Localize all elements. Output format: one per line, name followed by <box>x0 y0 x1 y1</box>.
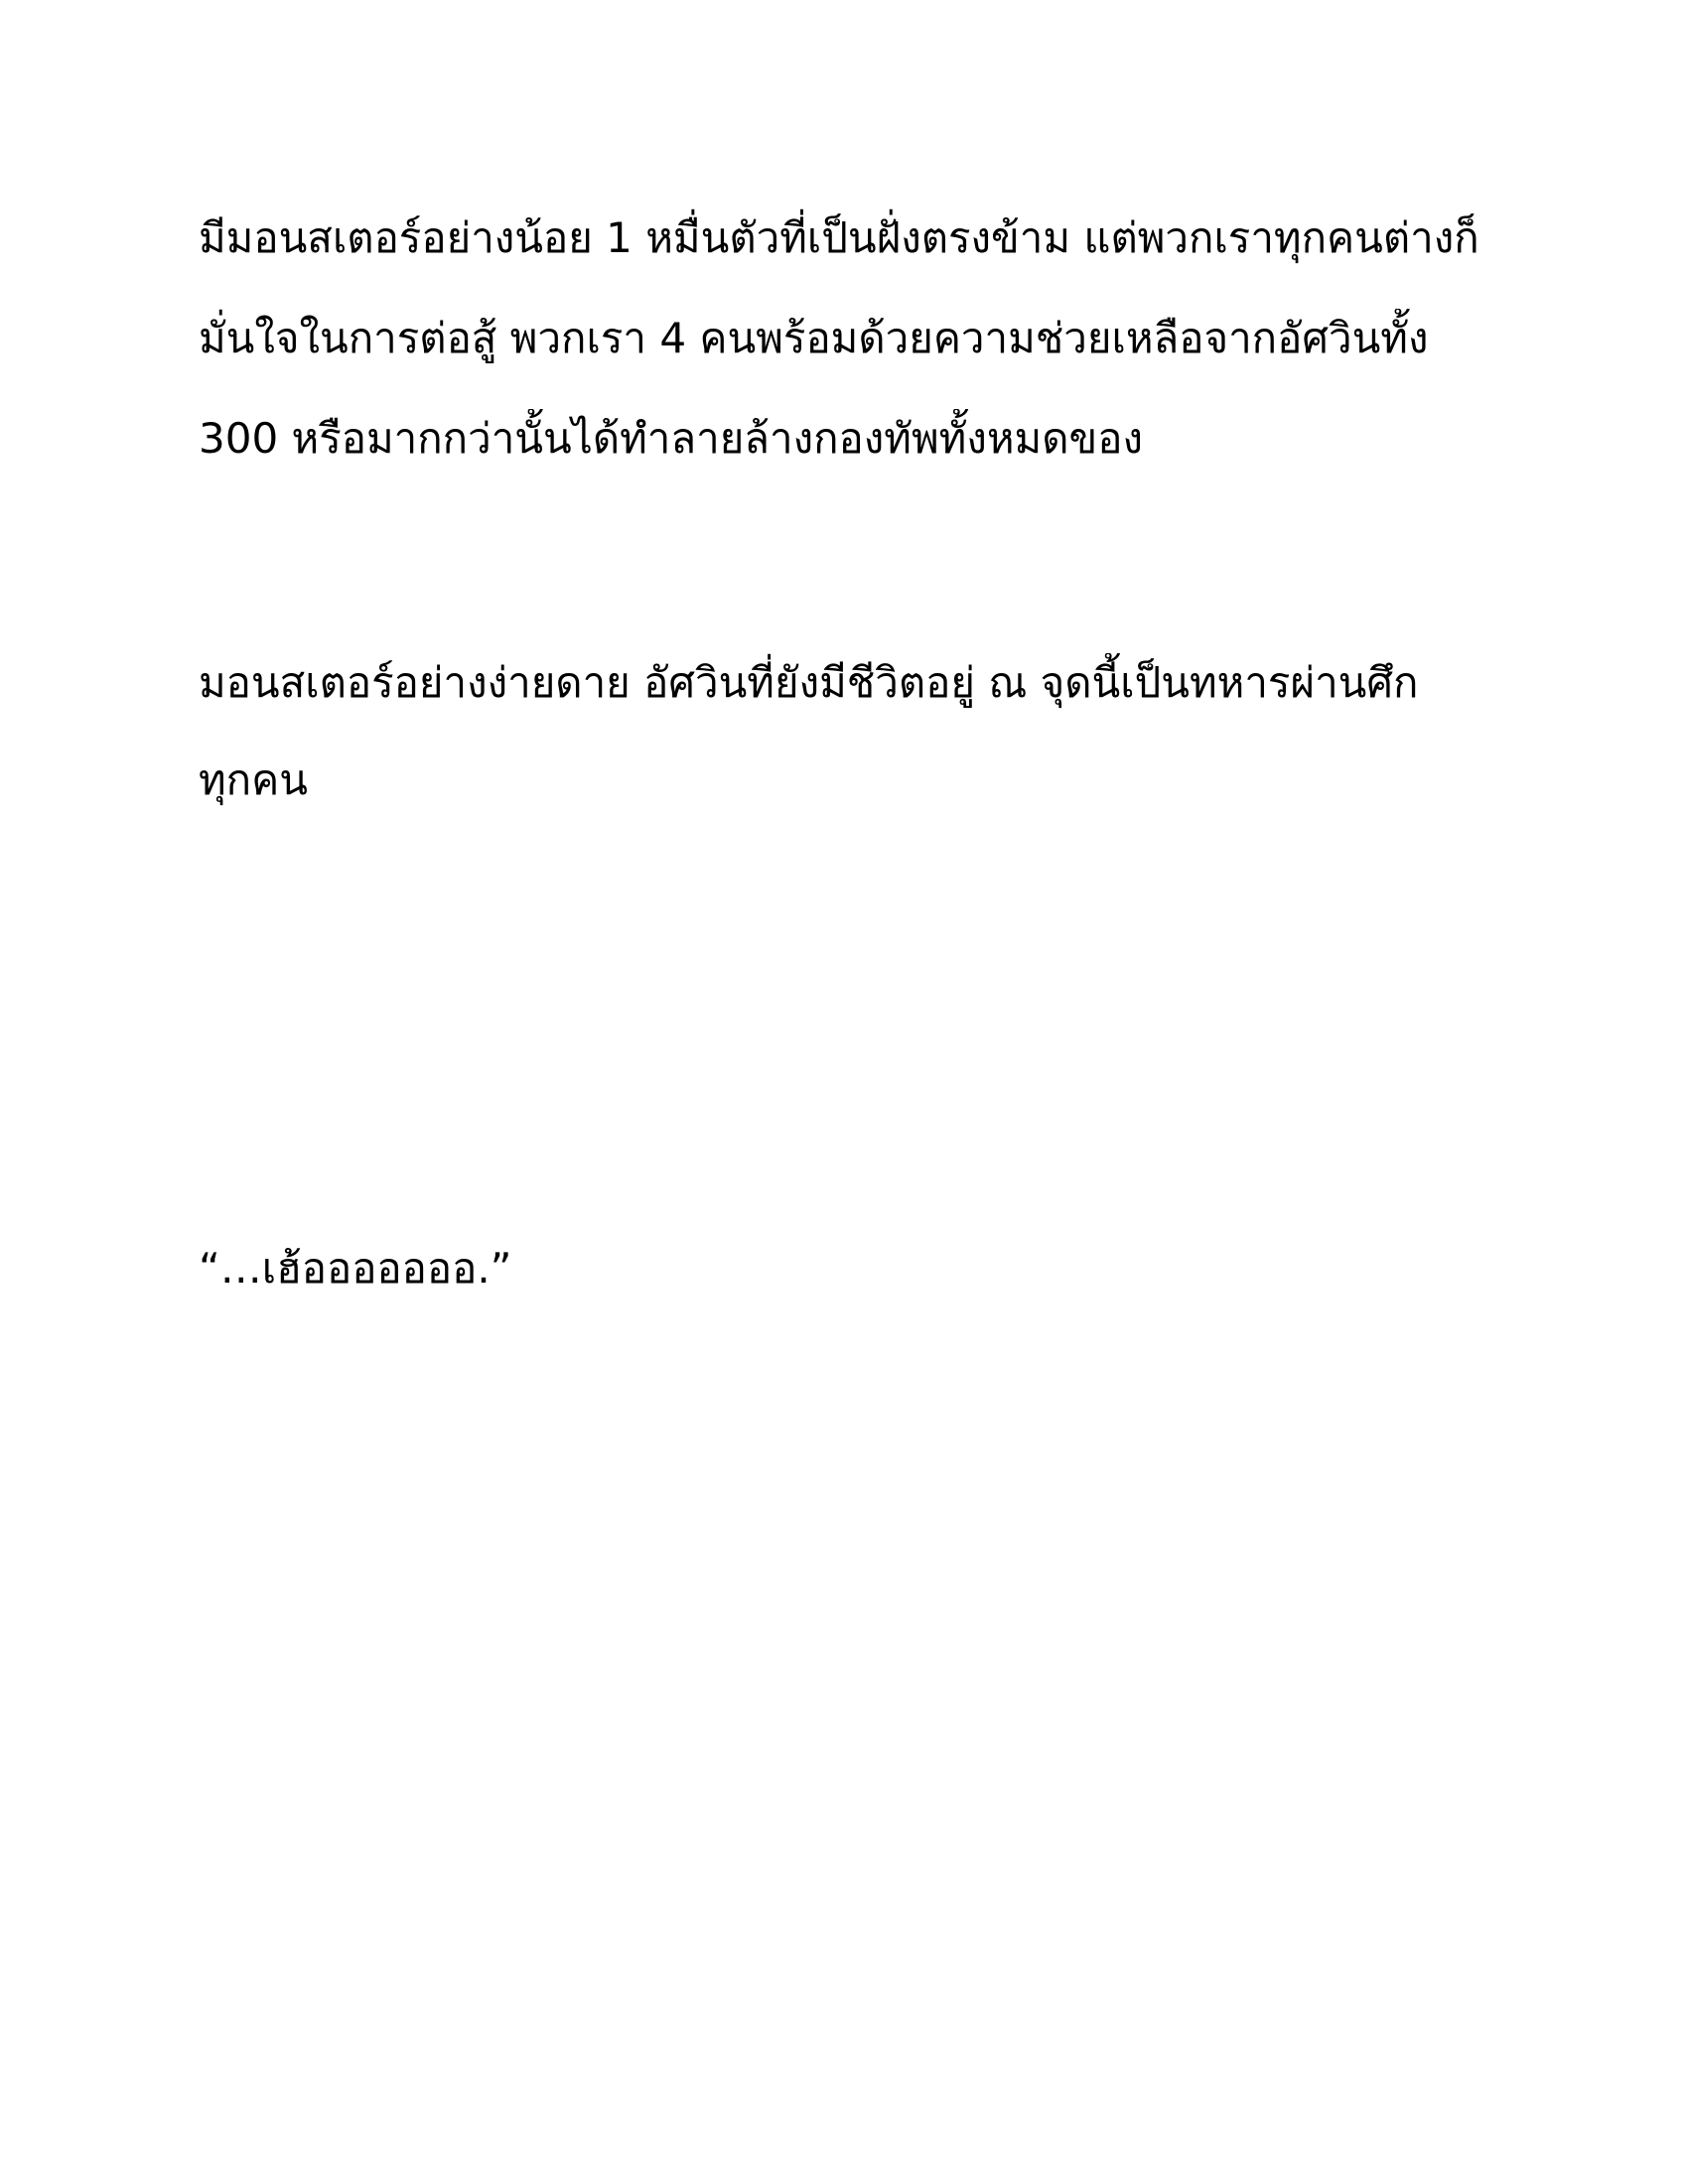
dialogue-line: “…เฮ้อออออออ.” <box>199 1244 512 1293</box>
paragraph-2-line-1: มอนสเตอร์อย่างง่ายดาย อัศวินที่ยังมีชีวิตอยู่ ณ จุดนี้เป็นทหารผ่านศึก <box>199 658 1419 707</box>
paragraph-1-line-3: 300 หรือมากกว่านั้นได้ทำลายล้างกองทัพทั้งหมดของ <box>199 414 1143 463</box>
paragraph-1-line-1: มีมอนสเตอร์อย่างน้อย 1 หมื่นตัวที่เป็นฝั่งตรงข้าม แต่พวกเราทุกคนต่างก็ <box>199 213 1479 262</box>
paragraph-2-line-2: ทุกคน <box>199 755 308 804</box>
paragraph-1-line-2: มั่นใจในการต่อสู้ พวกเรา 4 คนพร้อมด้วยความช่วยเหลือจากอัศวินทั้ง <box>199 314 1429 362</box>
